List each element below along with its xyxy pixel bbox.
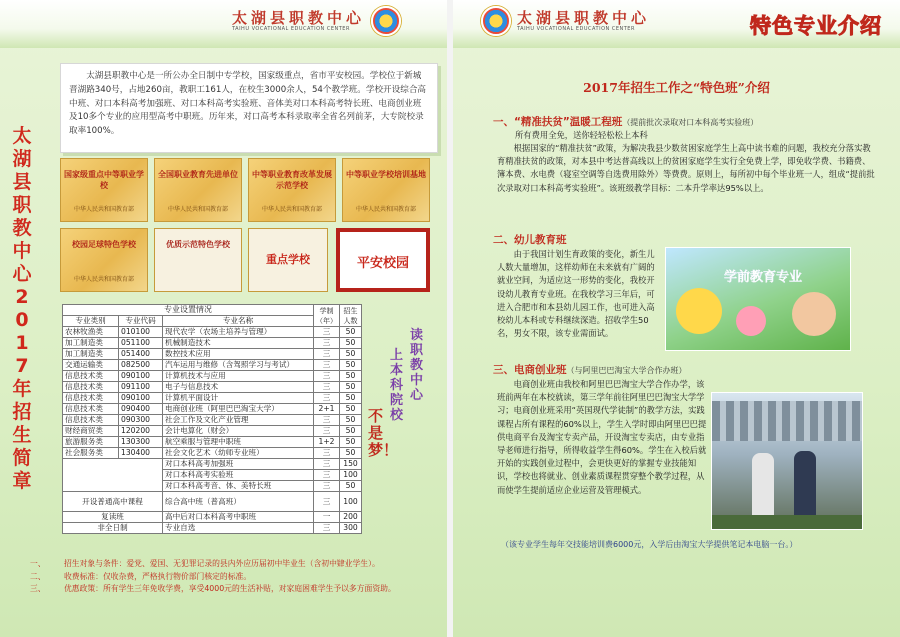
admission-notes <box>30 558 440 596</box>
table-cell: 三 <box>314 393 340 404</box>
program-table <box>62 304 362 534</box>
table-cell: 对口本科高考音、体、美特长班 <box>163 481 314 492</box>
table-cell: 50 <box>340 437 362 448</box>
table-cell: 010100 <box>119 327 163 338</box>
table-cell: 100 <box>340 470 362 481</box>
section-line: 所有费用全免，送你轻轻松松上本科 <box>515 130 648 140</box>
table-cell: 50 <box>340 393 362 404</box>
award-plaque: 中等职业教育改革发展示范学校 中华人民共和国教育部 <box>248 158 336 222</box>
table-cell: 旅游服务类 <box>63 437 119 448</box>
table-cell: 50 <box>340 426 362 437</box>
table-cell: 综合高中班（普高班） <box>163 492 314 512</box>
table-cell: 信息技术类 <box>63 371 119 382</box>
decoration-shape <box>676 288 722 334</box>
table-cell: 社会服务类 <box>63 448 119 459</box>
table-cell: 三 <box>314 523 340 534</box>
section-body: 电商创业班由我校和阿里巴巴淘宝大学合作办学，该班前两年在本校就读，第三学年前往阿里巴巴淘宝大学学习；电商创业班采用“英国现代学徒制”的教学方法，实践课程占所有课程的60%以上，学生入学时即由阿里巴巴提供电商平台及淘宝专卖产品，开设淘宝专卖店，由专业指导老师进行指导，所得收益学生得60%。学生在入校后就开始的实践创业过程中，会更快更好的掌握专业技能知识，学校也将就业、创业素质课程贯穿整个教学过程，从而使学生提前适应企业运营及管理模式。 <box>497 379 707 495</box>
table-cell: 电商创业班（阿里巴巴淘宝大学） <box>163 404 314 415</box>
table-cell: 三 <box>314 459 340 470</box>
table-cell: 交通运输类 <box>63 360 119 371</box>
left-page <box>0 0 447 637</box>
table-row <box>63 437 362 448</box>
table-cell: 一 <box>314 512 340 523</box>
section-footer: （该专业学生每年交技能培训费6000元，入学后由淘宝大学提供笔记本电脑一台。） <box>501 540 798 549</box>
table-cell: 50 <box>340 338 362 349</box>
table-cell: 计算机平面设计 <box>163 393 314 404</box>
award-plaque: 校园足球特色学校 中华人民共和国教育部 <box>60 228 148 292</box>
table-cell: 信息技术类 <box>63 404 119 415</box>
table-cell: 三 <box>314 481 340 492</box>
award-plaque: 中等职业学校培训基地 中华人民共和国教育部 <box>342 158 430 222</box>
section-title: 三、电商创业班（与阿里巴巴淘宝大学合作办班） <box>493 364 687 376</box>
table-cell: 财经商贸类 <box>63 426 119 437</box>
table-row <box>63 512 362 523</box>
table-cell: 50 <box>340 327 362 338</box>
slogan-line: 上本科院校 <box>390 348 404 423</box>
section-heading: 2017年招生工作之“特色班”介绍 <box>583 80 770 95</box>
table-cell: 090100 <box>119 393 163 404</box>
table-cell: 50 <box>340 371 362 382</box>
table-cell: 非全日制 <box>63 523 163 534</box>
table-cell: 50 <box>340 382 362 393</box>
brand-name-en: TAIHU VOCATIONAL EDUCATION CENTER <box>517 26 635 32</box>
table-cell: 50 <box>340 349 362 360</box>
table-cell: 50 <box>340 415 362 426</box>
table-cell: 三 <box>314 327 340 338</box>
table-cell: 航空乘服与管理中职班 <box>163 437 314 448</box>
table-cell: 社会工作及文化产业管理 <box>163 415 314 426</box>
table-cell: 50 <box>340 481 362 492</box>
table-cell: 082500 <box>119 360 163 371</box>
note-item: 三、 优惠政策：所有学生三年免收学费，享受4000元的生活补贴，对家庭困难学生予以多方面资助。 <box>30 584 396 593</box>
table-cell: 090400 <box>119 404 163 415</box>
table-cell: 三 <box>314 371 340 382</box>
brand <box>481 6 650 36</box>
table-cell: 三 <box>314 382 340 393</box>
table-header: 专业名称 <box>163 316 314 327</box>
table-header: 专业类别 <box>63 316 119 327</box>
table-cell: 信息技术类 <box>63 415 119 426</box>
ecommerce-photo <box>711 392 863 530</box>
table-row <box>63 338 362 349</box>
table-cell: 加工制造类 <box>63 338 119 349</box>
vertical-title: 太湖县职教中心2017年招生简章 <box>12 125 32 492</box>
table-cell: 三 <box>314 426 340 437</box>
slogan-line: 读职教中心 <box>410 328 424 403</box>
table-cell: 对口本科高考实验班 <box>163 470 314 481</box>
table-cell: 091100 <box>119 382 163 393</box>
table-row <box>63 448 362 459</box>
note-item: 一、 招生对象与条件：爱党、爱国、无犯罪记录的县内外应历届初中毕业生（含初中肄业学生）。 <box>30 559 380 568</box>
award-plaque: 国家级重点中等职业学校 中华人民共和国教育部 <box>60 158 148 222</box>
table-cell: 三 <box>314 470 340 481</box>
section-body: 由于我国计划生育政策的变化，新生儿人数大量增加，这样幼师在未来就有广阔的就业空间，为适应这一形势的变化，我校开设幼儿教育专业班。在我校学习三年后，可进入合肥市和本县幼儿园工作，也可进入高校幼儿本科或专科继续深造。招收学生50名，男女不限，该专业需面试。 <box>497 249 655 339</box>
person-figure <box>794 451 816 523</box>
table-cell: 50 <box>340 448 362 459</box>
table-cell: 090300 <box>119 415 163 426</box>
table-cell: 051400 <box>119 349 163 360</box>
slogan-line: 不是梦！ <box>368 407 399 459</box>
section-title: 一、“精准扶贫”温暖工程班（提前批次录取对口本科高考实验班） <box>493 116 759 128</box>
table-cell: 200 <box>340 512 362 523</box>
table-cell: 50 <box>340 360 362 371</box>
brand <box>232 6 401 36</box>
school-logo-icon <box>371 6 401 36</box>
table-row <box>63 404 362 415</box>
table-header: 招生人数 <box>340 305 362 327</box>
table-row <box>63 459 362 470</box>
table-cell: 高中后对口本科高考中职班 <box>163 512 314 523</box>
decoration-shape <box>792 292 836 336</box>
table-cell: 三 <box>314 448 340 459</box>
table-cell: 汽车运用与维修（含驾照学习与考试） <box>163 360 314 371</box>
table-row <box>63 327 362 338</box>
decoration-shape <box>736 306 766 336</box>
table-cell: 三 <box>314 492 340 512</box>
table-cell: 专业自选 <box>163 523 314 534</box>
ground <box>712 515 862 529</box>
right-page <box>453 0 900 637</box>
table-cell: 300 <box>340 523 362 534</box>
brand-name: 太湖县职教中心 <box>232 9 366 27</box>
table-row <box>63 360 362 371</box>
brand-name: 太湖县职教中心 <box>517 9 651 27</box>
award-plaque: 全国职业教育先进单位 中华人民共和国教育部 <box>154 158 242 222</box>
table-header: 专业代码 <box>119 316 163 327</box>
award-plaque: 重点学校 <box>248 228 328 292</box>
table-cell: 1+2 <box>314 437 340 448</box>
table-cell: 120200 <box>119 426 163 437</box>
table-row <box>63 349 362 360</box>
table-row <box>63 523 362 534</box>
section-body: 根据国家的“精准扶贫”政策，为解决我县少数贫困家庭学生上高中读书难的问题，我校充分落实教育精准扶贫的政策，对本县中考达普高线以上的贫困家庭学生实行全免费上学，即免收学费、书籍费、簿本费、水电费（寝室空调等自选费用除外）等费费。原则上，每所初中每个毕业班一人，组成“提前批次录取对口本科高考实验班”。该班级教学目标：二本升学率达95%以上。 <box>497 143 875 193</box>
table-cell: 100 <box>340 492 362 512</box>
person-figure <box>752 453 774 523</box>
table-cell: 090100 <box>119 371 163 382</box>
table-cell: 复读班 <box>63 512 163 523</box>
section-title: 二、幼儿教育班 <box>493 234 567 246</box>
page-title: 特色专业介绍 <box>750 14 882 38</box>
table-cell: 三 <box>314 360 340 371</box>
table-row <box>63 371 362 382</box>
table-cell: 三 <box>314 338 340 349</box>
table-cell: 2+1 <box>314 404 340 415</box>
table-row <box>63 415 362 426</box>
photo-label: 学前教育专业 <box>724 270 803 285</box>
intro-text: 太湖县职教中心是一所公办全日制中专学校，国家级重点，省市平安校园。学校位于新城晋湖路340号，占地260亩，教职工161人，在校生3000余人，54个教学班。学校开设综合高中班、对口本科高考加强班、对口本科高考实验班、音体美对口本科高考特长班、电商创业班及10多个专业的应用型高考中职班。历年来，对口高考本科录取率全省名列前茅，大专院校录取率100%。 <box>60 63 438 153</box>
table-cell: 130300 <box>119 437 163 448</box>
table-cell: 加工制造类 <box>63 349 119 360</box>
note-item: 二、 收费标准：仅收杂费，严格执行物价部门核定的标准。 <box>30 571 252 581</box>
table-cell: 50 <box>340 404 362 415</box>
table-cell: 开设普通高中课程 <box>63 492 163 512</box>
table-cell: 农林牧渔类 <box>63 327 119 338</box>
table-header: 专业设置情况 <box>63 305 314 316</box>
table-header: 学制（年） <box>314 305 340 327</box>
table-cell: 计算机技术与应用 <box>163 371 314 382</box>
table-cell: 电子与信息技术 <box>163 382 314 393</box>
table-cell: 150 <box>340 459 362 470</box>
table-cell: 机械制造技术 <box>163 338 314 349</box>
table-cell: 三 <box>314 349 340 360</box>
award-plaque: 平安校园 <box>336 228 430 292</box>
table-cell: 数控技术应用 <box>163 349 314 360</box>
table-cell: 三 <box>314 415 340 426</box>
table-row <box>63 393 362 404</box>
table-row <box>63 382 362 393</box>
table-cell: 051100 <box>119 338 163 349</box>
school-logo-icon <box>481 6 511 36</box>
building-facade <box>712 401 862 441</box>
table-cell: 130400 <box>119 448 163 459</box>
table-row <box>63 492 362 512</box>
award-plaque: 优质示范特色学校 <box>154 228 242 292</box>
table-cell: 社会文化艺术（幼师专业班） <box>163 448 314 459</box>
table-cell: 信息技术类 <box>63 393 119 404</box>
table-cell: 会计电算化（财会） <box>163 426 314 437</box>
table-cell: 信息技术类 <box>63 382 119 393</box>
table-cell: 现代农学（农场主培养与管理） <box>163 327 314 338</box>
table-row <box>63 426 362 437</box>
brand-name-en: TAIHU VOCATIONAL EDUCATION CENTER <box>232 26 350 32</box>
table-cell: 对口本科高考加强班 <box>163 459 314 470</box>
table-cell <box>63 459 163 492</box>
preschool-photo <box>665 247 851 351</box>
